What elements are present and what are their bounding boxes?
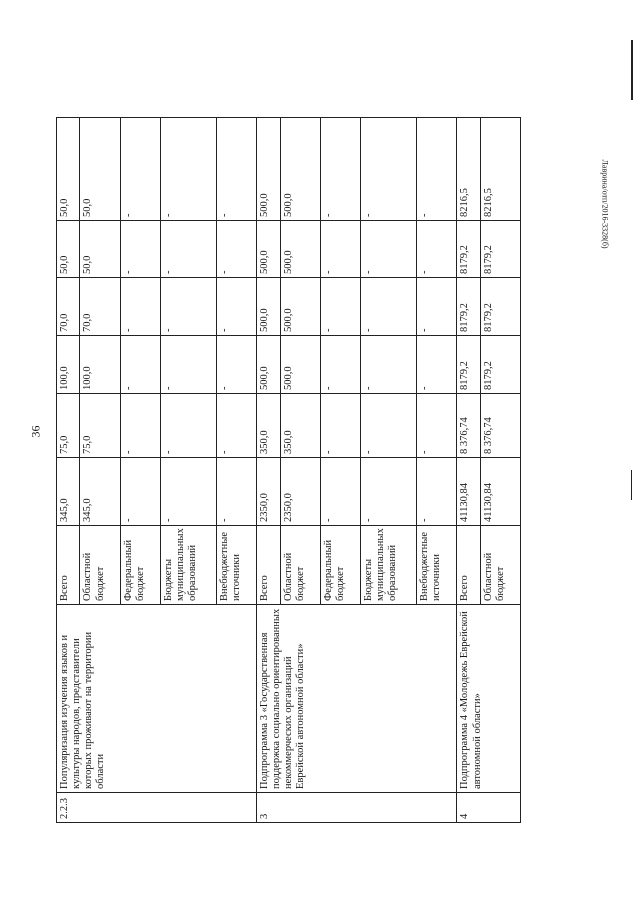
value-cell: - xyxy=(120,221,160,278)
value-cell: 50,0 xyxy=(57,118,80,221)
value-cell: 500,0 xyxy=(280,278,320,336)
table-row xyxy=(257,118,280,823)
value-cell: - xyxy=(320,336,360,394)
funding-source: Внебюджетные источники xyxy=(417,526,457,605)
funding-source: Всего xyxy=(257,526,280,605)
table-row xyxy=(57,118,80,823)
value-cell: - xyxy=(160,278,217,336)
value-cell: - xyxy=(160,458,217,526)
value-cell: - xyxy=(120,458,160,526)
value-cell: 2350,0 xyxy=(257,458,280,526)
value-cell: - xyxy=(360,458,417,526)
value-cell: - xyxy=(120,336,160,394)
value-cell: 8179,2 xyxy=(457,221,480,278)
table-row xyxy=(457,118,480,823)
value-cell: 50,0 xyxy=(80,221,120,278)
value-cell: 500,0 xyxy=(257,278,280,336)
value-cell: 50,0 xyxy=(57,221,80,278)
funding-source: Областной бюджет xyxy=(280,526,320,605)
funding-source: Областной бюджет xyxy=(480,526,520,605)
value-cell: 70,0 xyxy=(57,278,80,336)
funding-source: Федеральный бюджет xyxy=(120,526,160,605)
funding-source: Бюджеты муниципальных образований xyxy=(160,526,217,605)
value-cell: - xyxy=(120,278,160,336)
value-cell: 8179,2 xyxy=(480,278,520,336)
value-cell: 8216,5 xyxy=(480,118,520,221)
value-cell: - xyxy=(360,394,417,458)
funding-source: Внебюджетные источники xyxy=(217,526,257,605)
value-cell: 350,0 xyxy=(257,394,280,458)
value-cell: - xyxy=(320,221,360,278)
funding-source: Всего xyxy=(457,526,480,605)
row-index: 3 xyxy=(257,793,457,823)
value-cell: 8179,2 xyxy=(480,336,520,394)
value-cell: - xyxy=(217,458,257,526)
funding-source: Всего xyxy=(57,526,80,605)
row-title: Популяризация изучения языков и культуры народов, представители которых проживают на территории области xyxy=(57,605,257,793)
value-cell: 8216,5 xyxy=(457,118,480,221)
value-cell: - xyxy=(320,394,360,458)
value-cell: - xyxy=(120,394,160,458)
value-cell: - xyxy=(160,118,217,221)
value-cell: - xyxy=(360,336,417,394)
value-cell: - xyxy=(217,278,257,336)
scan-edge-mark xyxy=(631,40,633,100)
value-cell: - xyxy=(160,336,217,394)
value-cell: 8 376,74 xyxy=(480,394,520,458)
value-cell: - xyxy=(417,118,457,221)
value-cell: 8179,2 xyxy=(457,278,480,336)
value-cell: 8179,2 xyxy=(480,221,520,278)
value-cell: - xyxy=(217,394,257,458)
value-cell: 100,0 xyxy=(57,336,80,394)
funding-source: Областной бюджет xyxy=(80,526,120,605)
value-cell: - xyxy=(217,118,257,221)
value-cell: 50,0 xyxy=(80,118,120,221)
value-cell: - xyxy=(320,458,360,526)
value-cell: 70,0 xyxy=(80,278,120,336)
value-cell: 345,0 xyxy=(80,458,120,526)
row-title: Подпрограмма 3 «Государственная поддержка социально ориентированных некоммерческих организаций Еврейской автономной области» xyxy=(257,605,457,793)
value-cell: - xyxy=(160,221,217,278)
value-cell: - xyxy=(320,118,360,221)
row-title: Подпрограмма 4 «Молодежь Еврейской автономной области» xyxy=(457,605,521,793)
value-cell: 500,0 xyxy=(257,221,280,278)
value-cell: 8 376,74 xyxy=(457,394,480,458)
value-cell: 345,0 xyxy=(57,458,80,526)
value-cell: 2350,0 xyxy=(280,458,320,526)
value-cell: 75,0 xyxy=(80,394,120,458)
value-cell: - xyxy=(360,118,417,221)
value-cell: 350,0 xyxy=(280,394,320,458)
value-cell: 500,0 xyxy=(280,336,320,394)
funding-source: Федеральный бюджет xyxy=(320,526,360,605)
value-cell: - xyxy=(160,394,217,458)
value-cell: - xyxy=(417,278,457,336)
row-index: 2.2.3 xyxy=(57,793,257,823)
value-cell: - xyxy=(217,336,257,394)
value-cell: - xyxy=(417,458,457,526)
row-index: 4 xyxy=(457,793,521,823)
value-cell: - xyxy=(120,118,160,221)
value-cell: 41130,84 xyxy=(480,458,520,526)
value-cell: - xyxy=(417,336,457,394)
value-cell: - xyxy=(417,221,457,278)
value-cell: 41130,84 xyxy=(457,458,480,526)
scan-edge-mark xyxy=(631,470,632,500)
document-stamp: Лаврина/отп/2016-3328(б) xyxy=(600,159,610,249)
value-cell: 500,0 xyxy=(257,336,280,394)
value-cell: 500,0 xyxy=(280,221,320,278)
value-cell: - xyxy=(320,278,360,336)
budget-table xyxy=(56,117,521,823)
page-number: 36 xyxy=(28,425,43,438)
funding-source: Бюджеты муниципальных образований xyxy=(360,526,417,605)
value-cell: - xyxy=(360,221,417,278)
value-cell: - xyxy=(417,394,457,458)
value-cell: 500,0 xyxy=(280,118,320,221)
value-cell: 8179,2 xyxy=(457,336,480,394)
value-cell: - xyxy=(360,278,417,336)
value-cell: 100,0 xyxy=(80,336,120,394)
value-cell: 500,0 xyxy=(257,118,280,221)
value-cell: - xyxy=(217,221,257,278)
value-cell: 75,0 xyxy=(57,394,80,458)
rotated-table-wrapper xyxy=(56,118,521,823)
